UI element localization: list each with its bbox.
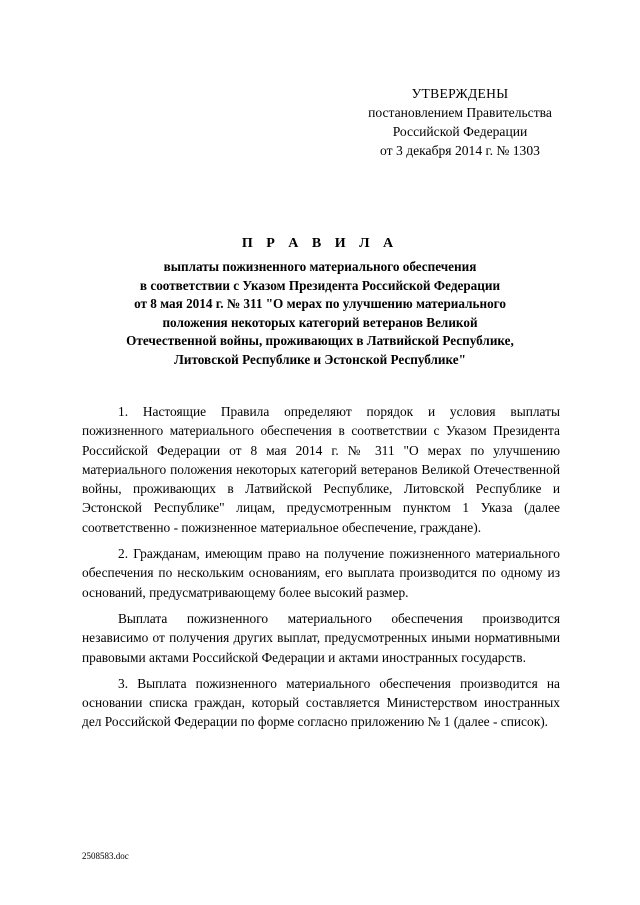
approval-line-1: постановлением Правительства xyxy=(368,105,552,120)
paragraph-3: Выплата пожизненного материального обеспечения производится независимо от получения других выплат, предусмотренных иными нормативными правовыми актами Российской Федерации и актами иностранных государств. xyxy=(82,610,560,665)
subtitle-line: в соответствии с Указом Президента Российской Федерации xyxy=(139,277,501,293)
subtitle-line: от 8 мая 2014 г. № 311 "О мерах по улучшению материального xyxy=(134,296,506,312)
approval-line-3: от 3 декабря 2014 г. № 1303 xyxy=(380,143,540,158)
subtitle-line: положения некоторых категорий ветеранов Великой xyxy=(162,314,478,330)
approval-stamp xyxy=(340,84,580,160)
paragraph-1: 1. Настоящие Правила определяют порядок и условия выплаты пожизненного материального обеспечения в соответствии с Указом Президента Российской Федерации от 8 мая 2014 г. № 311 "О мерах по улучшению материального положения некоторых категорий ветеранов Великой Отечественной войны, проживающих в Латвийской Республике, Литовской Республике и Эстонской Республике" лицам, предусмотренным пунктом 1 Указа (далее соответственно - пожизненное материальное обеспечение, граждане). xyxy=(82,404,560,535)
paragraph-4: 3. Выплата пожизненного материального обеспечения производится на основании списка граждан, который составляется Министерством иностранных дел Российской Федерации по форме согласно приложению № 1 (далее - список). xyxy=(82,675,560,730)
subtitle-line: выплаты пожизненного материального обеспечения xyxy=(163,259,477,274)
approval-heading: УТВЕРЖДЕНЫ xyxy=(411,86,509,101)
paragraph-2: 2. Гражданам, имеющим право на получение пожизненного материального обеспечения по нескольким основаниям, его выплата производится по одному из оснований, предусматривающему более высокий размер. xyxy=(82,546,560,600)
subtitle-line: Отечественной войны, проживающих в Латвийской Республике, xyxy=(126,333,514,349)
document-subtitle xyxy=(80,258,560,370)
document-title: П Р А В И Л А xyxy=(241,236,399,251)
document-body xyxy=(82,402,560,739)
subtitle-line: Литовской Республике и Эстонской Республике" xyxy=(174,351,466,367)
footer-filename: 2508583.doc xyxy=(82,851,129,861)
approval-line-2: Российской Федерации xyxy=(392,124,528,139)
